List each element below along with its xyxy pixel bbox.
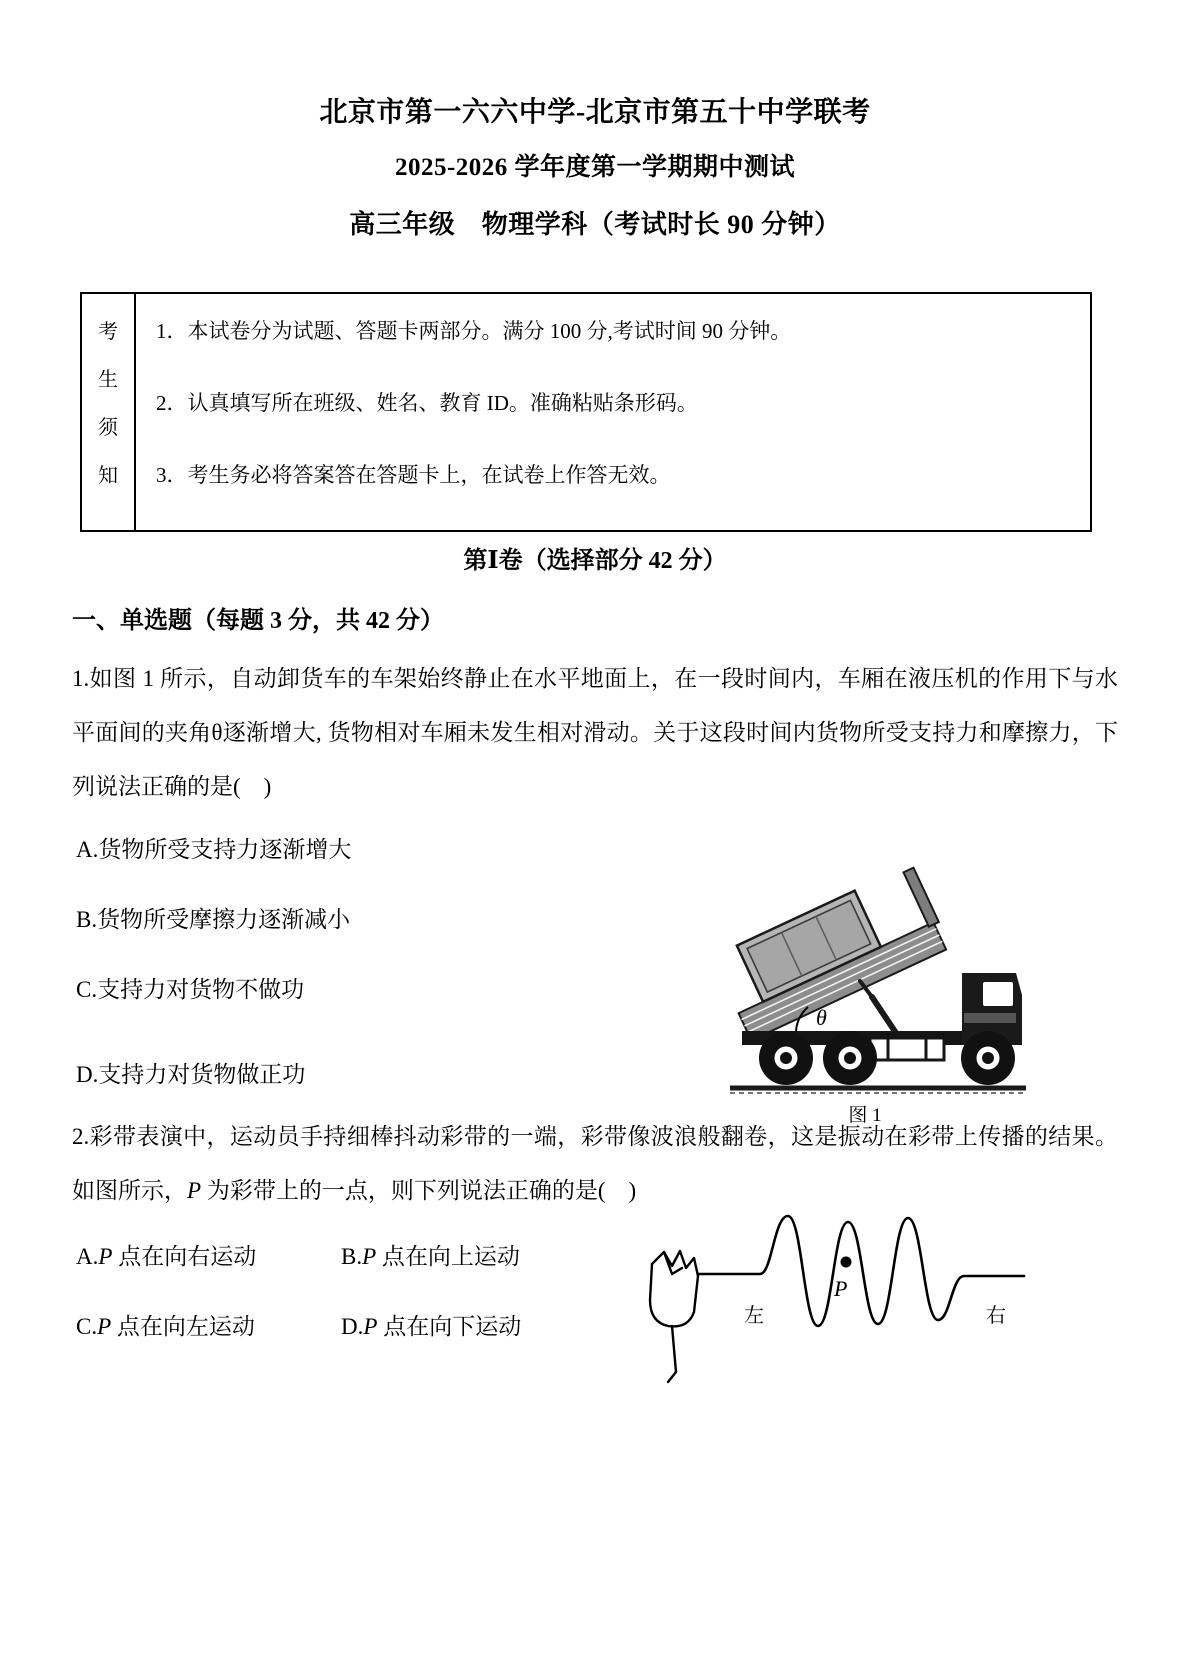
question-1-option-c: C.支持力对货物不做功 (76, 977, 305, 1002)
option-a-text: 点在向右运动 (112, 1244, 257, 1269)
direction-label-left: 左 (744, 1305, 764, 1327)
option-a-letter: A. (76, 1244, 99, 1269)
candidate-notice-box (80, 292, 1092, 532)
angle-label-theta: θ (816, 1005, 827, 1030)
notice-label-char-2: 须 (98, 417, 118, 439)
question-2-option-d (341, 1310, 521, 1344)
volume-heading: 第Ⅰ卷（选择部分 42 分） (463, 548, 727, 574)
option-a-symbol: P (98, 1244, 113, 1269)
option-b-symbol: P (362, 1244, 377, 1269)
question-2-stem-part2: 为彩带上的一点，则下列说法正确的是( ) (201, 1178, 637, 1203)
figure-2-ribbon-wave (620, 1196, 1040, 1386)
point-p-label: P (834, 1276, 848, 1301)
exam-header (0, 86, 1190, 254)
option-d-text: 点在向下运动 (377, 1314, 522, 1339)
dump-truck-illustration (700, 845, 1030, 1095)
option-c-letter: C. (76, 1314, 98, 1339)
question-2-point-symbol: P (187, 1178, 202, 1203)
question-2-option-a (76, 1240, 341, 1274)
option-b-text: 点在向上运动 (376, 1244, 520, 1269)
point-p-marker (841, 1257, 852, 1268)
truck-bed-group (712, 864, 950, 1040)
notice-item: 2．认真填写所在班级、姓名、教育 ID。准确粘贴条形码。 (156, 391, 698, 415)
question-1-stem: 1.如图 1 所示，自动卸货车的车架始终静止在水平地面上，在一段时间内，车厢在液压机的作用下与水平面间的夹角θ逐渐增大, 货物相对车厢未发生相对滑动。关于这段时间内货物所受支持力和摩擦力，下列说法正确的是( ) (72, 666, 1118, 799)
fuel-tank (870, 1038, 944, 1060)
hand-holding-rod (650, 1251, 698, 1382)
hydraulic-ram (872, 997, 896, 1033)
notice-label-char-0: 考 (98, 321, 118, 343)
notice-label-char-1: 生 (98, 369, 118, 391)
subject-title: 高三年级 物理学科（考试时长 90 分钟） (349, 210, 841, 239)
ribbon-wave-illustration (620, 1196, 1040, 1386)
question-2-option-row-1 (76, 1240, 636, 1274)
question-1-option-b: B.货物所受摩擦力逐渐减小 (76, 907, 351, 932)
question-1-option-a: A.货物所受支持力逐渐增大 (76, 837, 352, 862)
option-d-letter: D. (341, 1314, 364, 1339)
section-heading-single-choice: 一、单选题（每题 3 分，共 42 分） (72, 608, 444, 634)
option-c-symbol: P (97, 1314, 112, 1339)
figure-1-dump-truck (700, 845, 1030, 1125)
option-c-text: 点在向左运动 (111, 1314, 255, 1339)
question-2-option-row-2 (76, 1310, 636, 1344)
school-title: 北京市第一六六中学-北京市第五十中学联考 (319, 97, 871, 128)
notice-item-list (136, 294, 1090, 530)
question-2-option-c (76, 1310, 341, 1344)
notice-item: 1．本试卷分为试题、答题卡两部分。满分 100 分,考试时间 90 分钟。 (156, 319, 792, 343)
notice-label-char-3: 知 (98, 465, 118, 487)
notice-vertical-label (82, 294, 136, 530)
option-d-symbol: P (363, 1314, 378, 1339)
question-1-option-d: D.支持力对货物做正功 (76, 1062, 306, 1087)
question-2-stem-part1: 2.彩带表演中，运动员手持细棒抖动彩带的一端，彩带像波浪般翻卷，这是振动在彩带上传播的结果。如图所示， (72, 1124, 1118, 1203)
question-2-option-b (341, 1240, 520, 1274)
option-b-letter: B. (341, 1244, 363, 1269)
term-title: 2025-2026 学年度第一学期期中测试 (394, 154, 796, 181)
direction-label-right: 右 (986, 1305, 1006, 1327)
figure-1-caption: 图 1 (848, 1105, 882, 1126)
notice-item: 3．考生务必将答案答在答题卡上，在试卷上作答无效。 (156, 463, 671, 487)
